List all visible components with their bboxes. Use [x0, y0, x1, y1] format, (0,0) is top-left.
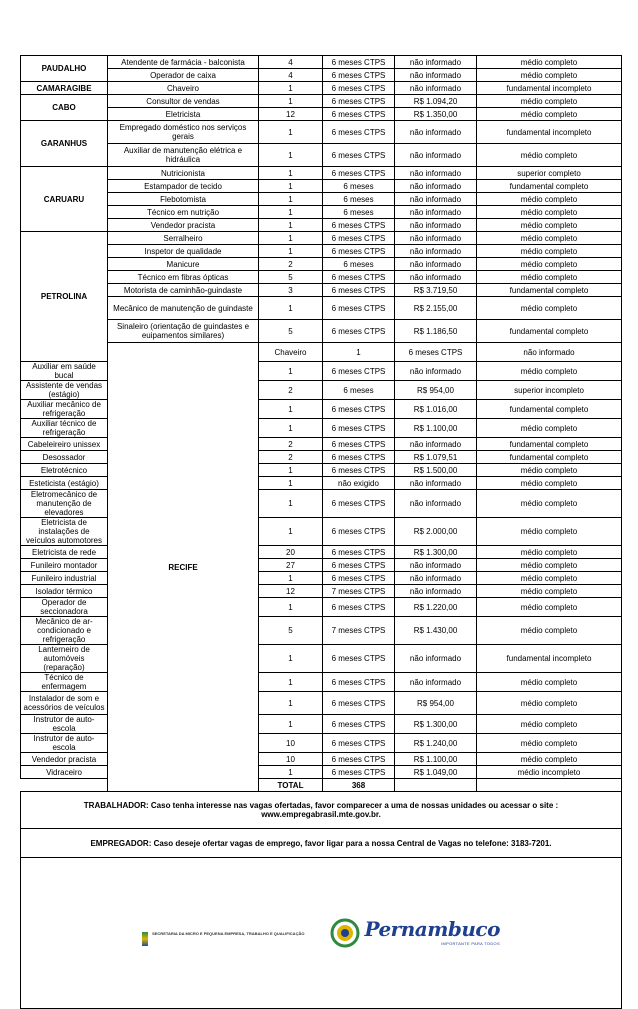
table-row	[21, 206, 622, 219]
salary-cell: não informado	[395, 559, 477, 572]
education-cell: superior completo	[477, 167, 622, 180]
logo-strip	[23, 918, 619, 948]
contract-cell: 6 meses CTPS	[323, 320, 395, 343]
salary-cell: R$ 1.079,51	[395, 451, 477, 464]
contract-cell: 6 meses CTPS	[323, 95, 395, 108]
contract-cell: 6 meses CTPS	[323, 451, 395, 464]
education-cell: médio completo	[477, 95, 622, 108]
education-cell: médio completo	[477, 585, 622, 598]
salary-cell: não informado	[395, 82, 477, 95]
education-cell: médio completo	[477, 362, 622, 381]
job-cell: Funileiro industrial	[21, 572, 108, 585]
qty-cell: 1	[259, 490, 323, 518]
job-cell: Técnico de enfermagem	[21, 673, 108, 692]
pernambuco-logo	[330, 918, 499, 948]
salary-cell: R$ 1.100,00	[395, 419, 477, 438]
qty-cell: 368	[323, 779, 395, 792]
qty-cell: 1	[259, 219, 323, 232]
contract-cell: 6 meses CTPS	[323, 753, 395, 766]
qty-cell: 27	[259, 559, 323, 572]
job-cell: Motorista de caminhão-guindaste	[108, 284, 259, 297]
education-cell: médio completo	[477, 546, 622, 559]
qty-cell: 1	[259, 692, 323, 715]
table-row	[21, 320, 622, 343]
job-cell: TOTAL	[259, 779, 323, 792]
job-cell: Auxiliar em saúde bucal	[21, 362, 108, 381]
qty-cell: 1	[259, 297, 323, 320]
education-cell: fundamental incompleto	[477, 121, 622, 144]
salary-cell: não informado	[395, 69, 477, 82]
qty-cell: 10	[259, 753, 323, 766]
job-cell: Desossador	[21, 451, 108, 464]
contract-cell: 6 meses CTPS	[323, 598, 395, 617]
brand-wordmark	[364, 916, 500, 948]
job-cell: Instalador de som e acessórios de veículos	[21, 692, 108, 715]
footer-cell	[21, 858, 622, 1009]
table-row	[21, 297, 622, 320]
education-cell: fundamental incompleto	[477, 645, 622, 673]
total-spacer-cell	[21, 779, 108, 792]
table-row	[21, 121, 622, 144]
salary-cell: R$ 954,00	[395, 381, 477, 400]
table-row	[21, 219, 622, 232]
jobs-table-body	[21, 56, 622, 792]
contract-cell: 6 meses CTPS	[323, 284, 395, 297]
education-cell: médio completo	[477, 715, 622, 734]
job-cell: Eletrotécnico	[21, 464, 108, 477]
education-cell: médio completo	[477, 673, 622, 692]
qty-cell: 1	[259, 464, 323, 477]
qty-cell: 1	[259, 193, 323, 206]
contract-cell: 6 meses CTPS	[323, 219, 395, 232]
contract-cell: 6 meses CTPS	[323, 766, 395, 779]
contract-cell: 6 meses CTPS	[323, 108, 395, 121]
qty-cell: 2	[259, 451, 323, 464]
qty-cell: 5	[259, 617, 323, 645]
qty-cell: 10	[259, 734, 323, 753]
qty-cell: 1	[259, 95, 323, 108]
salary-cell: não informado	[395, 56, 477, 69]
footer-row	[21, 858, 622, 1009]
education-cell: médio completo	[477, 245, 622, 258]
education-cell: fundamental completo	[477, 320, 622, 343]
table-row	[21, 144, 622, 167]
job-vacancies-table	[20, 55, 622, 1009]
qty-cell: 1	[259, 400, 323, 419]
salary-cell: R$ 1.430,00	[395, 617, 477, 645]
education-cell: médio completo	[477, 617, 622, 645]
qty-cell: 12	[259, 108, 323, 121]
contract-cell: 7 meses CTPS	[323, 617, 395, 645]
education-cell: médio incompleto	[477, 766, 622, 779]
job-cell: Cabeleireiro unissex	[21, 438, 108, 451]
contract-cell: 6 meses CTPS	[323, 438, 395, 451]
table-row	[21, 245, 622, 258]
employer-note-row	[21, 829, 622, 858]
contract-cell: 6 meses CTPS	[323, 56, 395, 69]
qty-cell: 12	[259, 585, 323, 598]
city-cell: RECIFE	[108, 343, 259, 792]
salary-cell: não informado	[395, 193, 477, 206]
contract-cell: 6 meses CTPS	[323, 271, 395, 284]
table-row	[21, 180, 622, 193]
contract-cell: 6 meses CTPS	[323, 645, 395, 673]
education-cell: médio completo	[477, 518, 622, 546]
job-cell: Chaveiro	[259, 343, 323, 362]
salary-cell: não informado	[395, 490, 477, 518]
job-cell: Vidraceiro	[21, 766, 108, 779]
contract-cell: 6 meses	[323, 258, 395, 271]
salary-cell	[477, 779, 622, 792]
secretaria-logo	[142, 931, 304, 936]
salary-cell: R$ 1.094,20	[395, 95, 477, 108]
contract-cell: 6 meses CTPS	[323, 546, 395, 559]
salary-cell: R$ 3.719,50	[395, 284, 477, 297]
worker-note-text: TRABALHADOR: Caso tenha interesse nas vagas ofertadas, favor comparecer a uma de nossas unidades ou acessar o site :	[83, 801, 559, 810]
table-row	[21, 193, 622, 206]
qty-cell: 4	[259, 56, 323, 69]
contract-cell: 6 meses	[323, 180, 395, 193]
job-cell: Funileiro montador	[21, 559, 108, 572]
contract-cell: 6 meses CTPS	[323, 245, 395, 258]
salary-cell: R$ 954,00	[395, 692, 477, 715]
contract-cell: 6 meses CTPS	[323, 464, 395, 477]
job-cell: Operador de seccionadora	[21, 598, 108, 617]
contract-cell: 6 meses	[323, 193, 395, 206]
job-cell: Esteticista (estágio)	[21, 477, 108, 490]
qty-cell: 1	[259, 180, 323, 193]
qty-cell: 1	[259, 715, 323, 734]
contract-cell: 6 meses CTPS	[323, 144, 395, 167]
state-seal-icon	[330, 918, 360, 948]
salary-cell: R$ 1.100,00	[395, 753, 477, 766]
education-cell: fundamental completo	[477, 438, 622, 451]
salary-cell: não informado	[395, 438, 477, 451]
salary-cell: não informado	[395, 232, 477, 245]
city-cell: CAMARAGIBE	[21, 82, 108, 95]
education-cell: médio completo	[477, 419, 622, 438]
job-cell: Auxiliar mecânico de refrigeração	[21, 400, 108, 419]
job-cell: Atendente de farmácia - balconista	[108, 56, 259, 69]
job-cell: Estampador de tecido	[108, 180, 259, 193]
job-cell: Eletricista	[108, 108, 259, 121]
salary-cell: não informado	[395, 167, 477, 180]
contract-cell: 6 meses	[323, 206, 395, 219]
job-cell: Instrutor de auto-escola	[21, 715, 108, 734]
worker-note	[21, 792, 622, 829]
qty-cell: 1	[323, 343, 395, 362]
table-row	[21, 258, 622, 271]
education-cell: fundamental completo	[477, 451, 622, 464]
table-row	[21, 232, 622, 245]
education-cell: médio completo	[477, 559, 622, 572]
city-cell: CARUARU	[21, 167, 108, 232]
qty-cell: 1	[259, 645, 323, 673]
contract-cell: 6 meses CTPS	[323, 673, 395, 692]
job-cell: Sinaleiro (orientação de guindastes e euipamentos similares)	[108, 320, 259, 343]
contract-cell: 6 meses CTPS	[395, 343, 477, 362]
job-cell: Vendedor pracista	[108, 219, 259, 232]
education-cell: médio completo	[477, 219, 622, 232]
table-row	[21, 108, 622, 121]
job-cell: Assistente de vendas (estágio)	[21, 381, 108, 400]
job-cell: Eletricista de instalações de veículos automotores	[21, 518, 108, 546]
salary-cell: não informado	[395, 572, 477, 585]
contract-cell: 6 meses CTPS	[323, 559, 395, 572]
qty-cell: 1	[259, 144, 323, 167]
salary-cell: R$ 1.500,00	[395, 464, 477, 477]
salary-cell: R$ 1.350,00	[395, 108, 477, 121]
job-cell: Lanterneiro de automóveis (reparação)	[21, 645, 108, 673]
contract-cell: não exigido	[323, 477, 395, 490]
employer-note: EMPREGADOR: Caso deseje ofertar vagas de emprego, favor ligar para a nossa Central de Vagas no telefone: 3183-7201.	[21, 829, 622, 858]
job-cell: Nutricionista	[108, 167, 259, 180]
education-cell: médio completo	[477, 144, 622, 167]
qty-cell: 1	[259, 419, 323, 438]
contract-cell: 6 meses CTPS	[323, 232, 395, 245]
secretaria-label: SECRETARIA DA MICRO E PEQUENA EMPRESA, TRABALHO E QUALIFICAÇÃO	[152, 930, 305, 936]
job-cell: Chaveiro	[108, 82, 259, 95]
table-row	[21, 69, 622, 82]
job-cell: Instrutor de auto-escola	[21, 734, 108, 753]
salary-cell: não informado	[395, 271, 477, 284]
table-row	[21, 343, 622, 362]
contract-cell: 6 meses CTPS	[323, 734, 395, 753]
salary-cell: R$ 1.016,00	[395, 400, 477, 419]
contract-cell: 7 meses CTPS	[323, 585, 395, 598]
qty-cell: 3	[259, 284, 323, 297]
job-cell: Eletricista de rede	[21, 546, 108, 559]
education-cell: médio completo	[477, 108, 622, 121]
job-cell: Empregado doméstico nos serviços gerais	[108, 121, 259, 144]
job-cell: Serralheiro	[108, 232, 259, 245]
job-cell: Manicure	[108, 258, 259, 271]
qty-cell: 5	[259, 320, 323, 343]
job-cell: Técnico em nutrição	[108, 206, 259, 219]
contract-cell: 6 meses CTPS	[323, 518, 395, 546]
qty-cell: 1	[259, 673, 323, 692]
salary-cell: R$ 1.220,00	[395, 598, 477, 617]
contract-cell: 6 meses CTPS	[323, 692, 395, 715]
salary-cell: não informado	[477, 343, 622, 362]
salary-cell: não informado	[395, 180, 477, 193]
education-cell: médio completo	[477, 477, 622, 490]
table-row	[21, 95, 622, 108]
job-cell: Auxiliar técnico de refrigeração	[21, 419, 108, 438]
qty-cell: 2	[259, 258, 323, 271]
job-cell: Vendedor pracista	[21, 753, 108, 766]
qty-cell: 1	[259, 167, 323, 180]
salary-cell: não informado	[395, 585, 477, 598]
qty-cell: 1	[259, 598, 323, 617]
education-cell: fundamental completo	[477, 400, 622, 419]
qty-cell: 1	[259, 477, 323, 490]
contract-cell: 6 meses CTPS	[323, 121, 395, 144]
qty-cell: 1	[259, 82, 323, 95]
qty-cell: 20	[259, 546, 323, 559]
contract-cell: 6 meses CTPS	[323, 490, 395, 518]
salary-cell: não informado	[395, 219, 477, 232]
city-cell: GARANHUS	[21, 121, 108, 167]
job-cell: Técnico em fibras ópticas	[108, 271, 259, 284]
salary-cell: não informado	[395, 258, 477, 271]
city-cell: PETROLINA	[21, 232, 108, 362]
job-cell: Mecânico de manutenção de guindaste	[108, 297, 259, 320]
contract-cell: 6 meses CTPS	[323, 167, 395, 180]
education-cell: médio completo	[477, 572, 622, 585]
education-cell: médio completo	[477, 692, 622, 715]
qty-cell: 4	[259, 69, 323, 82]
job-cell: Isolador térmico	[21, 585, 108, 598]
qty-cell: 1	[259, 121, 323, 144]
salary-cell: R$ 1.049,00	[395, 766, 477, 779]
salary-cell: não informado	[395, 645, 477, 673]
job-cell: Flebotomista	[108, 193, 259, 206]
job-cell: Auxiliar de manutenção elétrica e hidráulica	[108, 144, 259, 167]
table-row	[21, 167, 622, 180]
qty-cell: 1	[259, 206, 323, 219]
qty-cell: 1	[259, 518, 323, 546]
education-cell: médio completo	[477, 258, 622, 271]
notes-section	[21, 792, 622, 1009]
salary-cell: R$ 1.300,00	[395, 715, 477, 734]
contract-cell: 6 meses CTPS	[323, 362, 395, 381]
education-cell: fundamental completo	[477, 284, 622, 297]
education-cell: médio completo	[477, 232, 622, 245]
education-cell: médio completo	[477, 206, 622, 219]
contract-cell: 6 meses	[323, 381, 395, 400]
table-row	[21, 284, 622, 297]
salary-cell: não informado	[395, 245, 477, 258]
education-cell: médio completo	[477, 297, 622, 320]
education-cell: médio completo	[477, 69, 622, 82]
qty-cell: 2	[259, 381, 323, 400]
job-cell: Operador de caixa	[108, 69, 259, 82]
qty-cell: 1	[259, 362, 323, 381]
salary-cell: R$ 2.000,00	[395, 518, 477, 546]
table-row	[21, 82, 622, 95]
salary-cell: R$ 1.240,00	[395, 734, 477, 753]
job-cell: Inspetor de qualidade	[108, 245, 259, 258]
table-row	[21, 56, 622, 69]
education-cell: médio completo	[477, 193, 622, 206]
salary-cell: R$ 1.186,50	[395, 320, 477, 343]
salary-cell: R$ 1.300,00	[395, 546, 477, 559]
qty-cell: 5	[259, 271, 323, 284]
salary-cell: R$ 2.155,00	[395, 297, 477, 320]
education-cell: médio completo	[477, 753, 622, 766]
contract-cell: 6 meses CTPS	[323, 297, 395, 320]
education-cell: fundamental completo	[477, 180, 622, 193]
salary-cell: não informado	[395, 362, 477, 381]
contract-cell: 6 meses CTPS	[323, 572, 395, 585]
worker-note-link[interactable]: www.empregabrasil.mte.gov.br.	[261, 810, 381, 819]
contract-cell: 6 meses CTPS	[323, 400, 395, 419]
salary-cell: não informado	[395, 206, 477, 219]
education-cell: médio completo	[477, 734, 622, 753]
education-cell: superior incompleto	[477, 381, 622, 400]
contract-cell: 6 meses CTPS	[323, 419, 395, 438]
salary-cell: não informado	[395, 121, 477, 144]
salary-cell: não informado	[395, 477, 477, 490]
salary-cell: não informado	[395, 673, 477, 692]
table-row	[21, 271, 622, 284]
education-cell: médio completo	[477, 464, 622, 477]
job-cell: Mecânico de ar-condicionado e refrigeração	[21, 617, 108, 645]
contract-cell: 6 meses CTPS	[323, 82, 395, 95]
city-cell: PAUDALHO	[21, 56, 108, 82]
salary-cell: não informado	[395, 144, 477, 167]
contract-cell: 6 meses CTPS	[323, 69, 395, 82]
qty-cell: 1	[259, 232, 323, 245]
education-cell: médio completo	[477, 56, 622, 69]
education-cell: médio completo	[477, 598, 622, 617]
job-cell: Consultor de vendas	[108, 95, 259, 108]
contract-cell: 6 meses CTPS	[323, 715, 395, 734]
education-cell: médio completo	[477, 490, 622, 518]
brand-name: Pernambuco	[364, 916, 500, 941]
qty-cell: 1	[259, 572, 323, 585]
city-cell: CABO	[21, 95, 108, 121]
job-cell: Eletromecânico de manutenção de elevadores	[21, 490, 108, 518]
contract-cell	[395, 779, 477, 792]
qty-cell: 1	[259, 245, 323, 258]
qty-cell: 2	[259, 438, 323, 451]
qty-cell: 1	[259, 766, 323, 779]
education-cell: médio completo	[477, 271, 622, 284]
brand-motto: IMPORTANTE PARA TODOS	[441, 940, 500, 946]
worker-note-row	[21, 792, 622, 829]
education-cell: fundamental incompleto	[477, 82, 622, 95]
